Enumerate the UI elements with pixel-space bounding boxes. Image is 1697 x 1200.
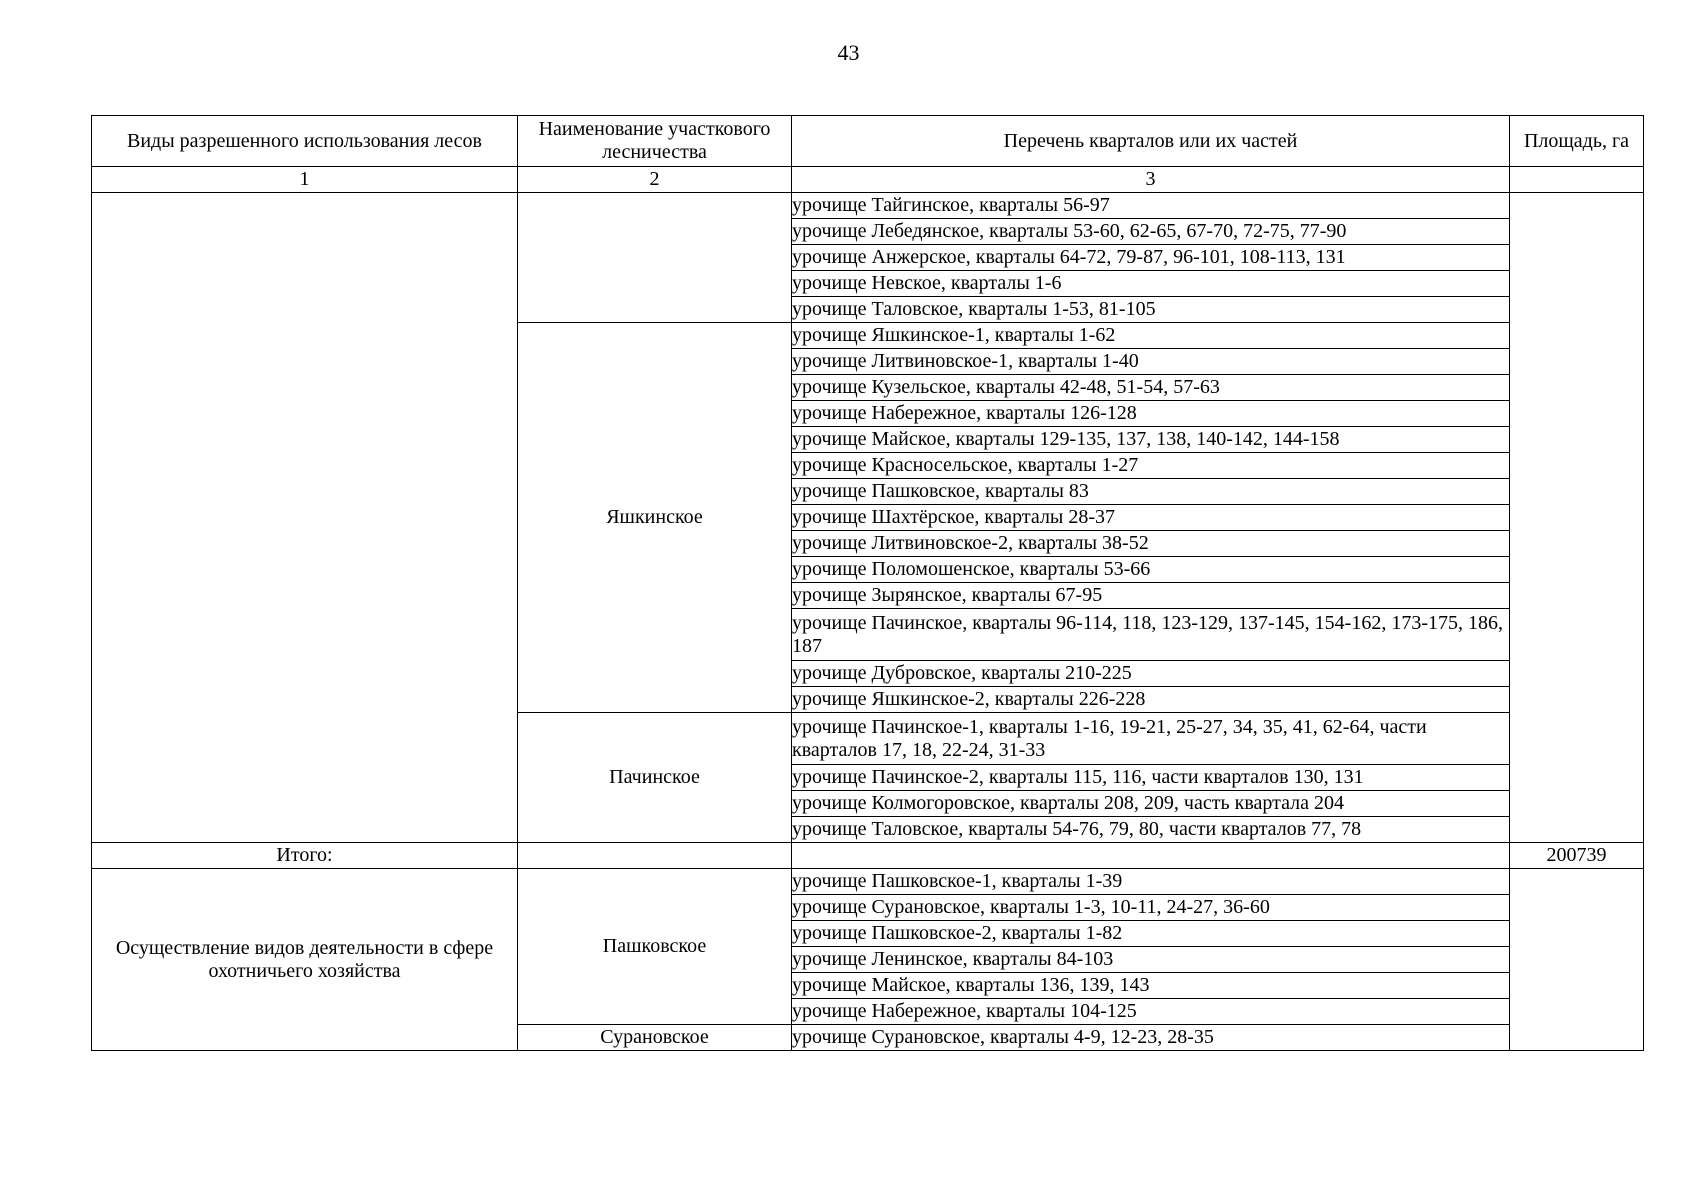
area-cell — [1510, 193, 1644, 843]
forestry-name-cell: Сурановское — [518, 1025, 792, 1051]
forest-use-table — [91, 115, 1644, 1051]
quarters-cell: урочище Пашковское-1, кварталы 1-39 — [792, 869, 1510, 895]
header-row — [92, 116, 1644, 167]
header-area: Площадь, га — [1510, 116, 1644, 167]
use-type-cell — [92, 193, 518, 843]
quarters-cell: урочище Литвиновское-1, кварталы 1-40 — [792, 349, 1510, 375]
forestry-name-cell — [518, 193, 792, 323]
quarters-cell: урочище Поломошенское, кварталы 53-66 — [792, 557, 1510, 583]
header-use-type: Виды разрешенного использования лесов — [92, 116, 518, 167]
quarters-cell: урочище Яшкинское-1, кварталы 1-62 — [792, 323, 1510, 349]
empty-cell — [792, 843, 1510, 869]
quarters-cell: урочище Красносельское, кварталы 1-27 — [792, 453, 1510, 479]
quarters-cell: урочище Пачинское-2, кварталы 115, 116, части кварталов 130, 131 — [792, 765, 1510, 791]
quarters-cell: урочище Невское, кварталы 1-6 — [792, 271, 1510, 297]
quarters-cell: урочище Таловское, кварталы 1-53, 81-105 — [792, 297, 1510, 323]
quarters-cell: урочище Колмогоровское, кварталы 208, 209, часть квартала 204 — [792, 791, 1510, 817]
quarters-cell: урочище Кузельское, кварталы 42-48, 51-54, 57-63 — [792, 375, 1510, 401]
quarters-cell: урочище Зырянское, кварталы 67-95 — [792, 583, 1510, 609]
forestry-name-cell: Яшкинское — [518, 323, 792, 713]
column-number: 1 — [92, 167, 518, 193]
page-number: 43 — [837, 40, 860, 65]
quarters-cell: урочище Яшкинское-2, кварталы 226-228 — [792, 687, 1510, 713]
quarters-cell: урочище Таловское, кварталы 54-76, 79, 80, части кварталов 77, 78 — [792, 817, 1510, 843]
quarters-cell: урочище Сурановское, кварталы 4-9, 12-23, 28-35 — [792, 1025, 1510, 1051]
header-quarters-list: Перечень кварталов или их частей — [792, 116, 1510, 167]
forestry-name-cell: Пачинское — [518, 713, 792, 843]
total-row — [92, 843, 1644, 869]
use-type-cell: Осуществление видов деятельности в сфере охотничьего хозяйства — [92, 869, 518, 1051]
table-row — [92, 193, 1644, 219]
total-label: Итого: — [92, 843, 518, 869]
quarters-cell: урочище Пашковское-2, кварталы 1-82 — [792, 921, 1510, 947]
quarters-cell: урочище Шахтёрское, кварталы 28-37 — [792, 505, 1510, 531]
quarters-cell: урочище Дубровское, кварталы 210-225 — [792, 661, 1510, 687]
quarters-cell: урочище Литвиновское-2, кварталы 38-52 — [792, 531, 1510, 557]
quarters-cell: урочище Лебедянское, кварталы 53-60, 62-65, 67-70, 72-75, 77-90 — [792, 219, 1510, 245]
empty-cell — [518, 843, 792, 869]
quarters-cell: урочище Тайгинское, кварталы 56-97 — [792, 193, 1510, 219]
column-number: 2 — [518, 167, 792, 193]
quarters-cell: урочище Пачинское-1, кварталы 1-16, 19-21, 25-27, 34, 35, 41, 62-64, части кварталов 17, 18, 22-24, 31-33 — [792, 713, 1510, 765]
quarters-cell: урочище Сурановское, кварталы 1-3, 10-11, 24-27, 36-60 — [792, 895, 1510, 921]
column-number — [1510, 167, 1644, 193]
forestry-name-cell: Пашковское — [518, 869, 792, 1025]
area-cell — [1510, 869, 1644, 1051]
quarters-cell: урочище Ленинское, кварталы 84-103 — [792, 947, 1510, 973]
quarters-cell: урочище Майское, кварталы 129-135, 137, 138, 140-142, 144-158 — [792, 427, 1510, 453]
column-number-row — [92, 167, 1644, 193]
quarters-cell: урочище Пачинское, кварталы 96-114, 118, 123-129, 137-145, 154-162, 173-175, 186, 187 — [792, 609, 1510, 661]
table-row — [92, 869, 1644, 895]
quarters-cell: урочище Набережное, кварталы 126-128 — [792, 401, 1510, 427]
quarters-cell: урочище Набережное, кварталы 104-125 — [792, 999, 1510, 1025]
total-value: 200739 — [1510, 843, 1644, 869]
header-forestry-name: Наименование участкового лесничества — [518, 116, 792, 167]
quarters-cell: урочище Майское, кварталы 136, 139, 143 — [792, 973, 1510, 999]
quarters-cell: урочище Пашковское, кварталы 83 — [792, 479, 1510, 505]
quarters-cell: урочище Анжерское, кварталы 64-72, 79-87, 96-101, 108-113, 131 — [792, 245, 1510, 271]
column-number: 3 — [792, 167, 1510, 193]
